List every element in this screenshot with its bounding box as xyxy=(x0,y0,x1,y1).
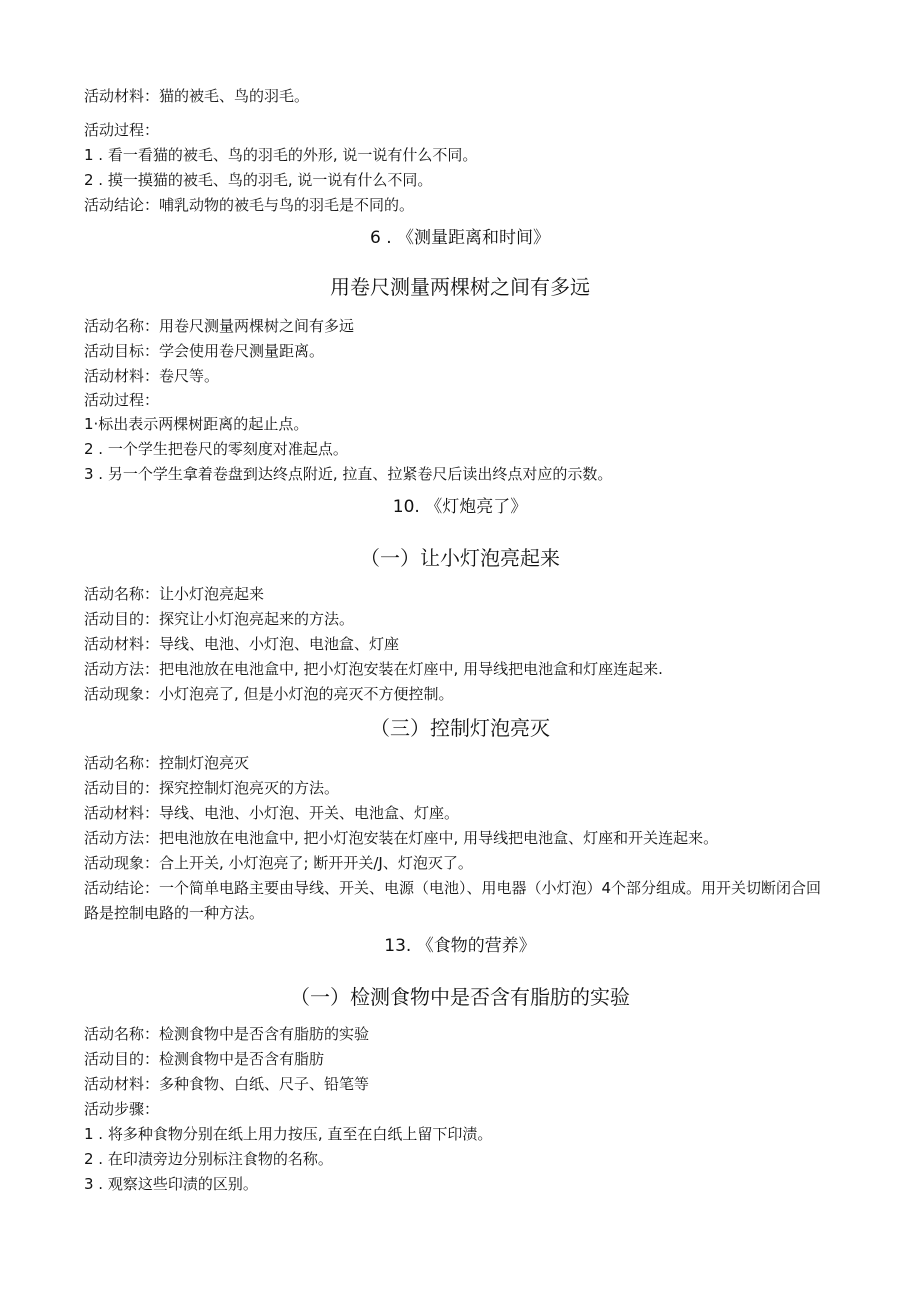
step-line: 2 . 一个学生把卷尺的零刻度对准起点。 xyxy=(84,440,348,458)
activity-name-line: 活动名称：让小灯泡亮起来 xyxy=(84,585,265,603)
conclusion-paragraph: 活动结论：一个简单电路主要由导线、开关、电源（电池）、用电器（小灯泡）4个部分组成。用开关切断闭合回路是控制电路的一种方法。 xyxy=(84,879,822,922)
section-heading: 13. 《食物的营养》 xyxy=(384,936,536,956)
step-line: 2 . 摸一摸猫的被毛、鸟的羽毛, 说一说有什么不同。 xyxy=(84,171,433,189)
step-line: 2 . 在印渍旁边分别标注食物的名称。 xyxy=(84,1150,333,1168)
material-line: 活动材料：导线、电池、小灯泡、开关、电池盒、灯座。 xyxy=(84,804,460,822)
process-label: 活动过程： xyxy=(84,391,160,409)
material-line: 活动材料：多种食物、白纸、尺子、铅笔等 xyxy=(84,1075,370,1093)
subsection-heading: （三）控制灯泡亮灭 xyxy=(370,716,550,740)
method-line: 活动方法：把电池放在电池盒中, 把小灯泡安装在灯座中, 用导线把电池盒和灯座连起来. xyxy=(84,660,663,678)
step-line: 3 . 另一个学生拿着卷盘到达终点附近, 拉直、拉紧卷尺后读出终点对应的示数。 xyxy=(84,465,613,483)
step-line: 1·标出表示两棵树距离的起止点。 xyxy=(84,415,309,433)
subsection-heading: （一）检测食物中是否含有脂肪的实验 xyxy=(290,985,630,1009)
material-line: 活动材料：卷尺等。 xyxy=(84,367,220,385)
activity-name-line: 活动名称：检测食物中是否含有脂肪的实验 xyxy=(84,1025,370,1043)
steps-label: 活动步骤： xyxy=(84,1100,160,1118)
activity-purpose-line: 活动目的：探究让小灯泡亮起来的方法。 xyxy=(84,610,355,628)
activity-purpose-line: 活动目的：探究控制灯泡亮灭的方法。 xyxy=(84,779,340,797)
subsection-heading: 用卷尺测量两棵树之间有多远 xyxy=(330,275,590,299)
section-heading: 10. 《灯炮亮了》 xyxy=(392,497,528,517)
activity-name-line: 活动名称：控制灯泡亮灭 xyxy=(84,754,250,772)
activity-name-line: 活动名称：用卷尺测量两棵树之间有多远 xyxy=(84,317,355,335)
phenomenon-line: 活动现象：小灯泡亮了, 但是小灯泡的亮灭不方便控制。 xyxy=(84,685,454,703)
material-line: 活动材料：猫的被毛、鸟的羽毛。 xyxy=(84,87,310,105)
material-line: 活动材料：导线、电池、小灯泡、电池盒、灯座 xyxy=(84,635,400,653)
step-line: 1 . 看一看猫的被毛、鸟的羽毛的外形, 说一说有什么不同。 xyxy=(84,146,478,164)
subsection-heading: （一）让小灯泡亮起来 xyxy=(360,546,560,570)
step-line: 3 . 观察这些印渍的区别。 xyxy=(84,1175,258,1193)
process-label: 活动过程： xyxy=(84,121,160,139)
activity-goal-line: 活动目标：学会使用卷尺测量距离。 xyxy=(84,342,325,360)
method-line: 活动方法：把电池放在电池盒中, 把小灯泡安装在灯座中, 用导线把电池盒、灯座和开关连起来。 xyxy=(84,829,719,847)
section-heading: 6 . 《测量距离和时间》 xyxy=(369,228,551,248)
phenomenon-line: 活动现象：合上开关, 小灯泡亮了; 断开开关/J、灯泡灭了。 xyxy=(84,854,473,872)
step-line: 1 . 将多种食物分别在纸上用力按压, 直至在白纸上留下印渍。 xyxy=(84,1125,493,1143)
conclusion-line: 活动结论：哺乳动物的被毛与鸟的羽毛是不同的。 xyxy=(84,196,415,214)
activity-purpose-line: 活动目的：检测食物中是否含有脂肪 xyxy=(84,1050,325,1068)
